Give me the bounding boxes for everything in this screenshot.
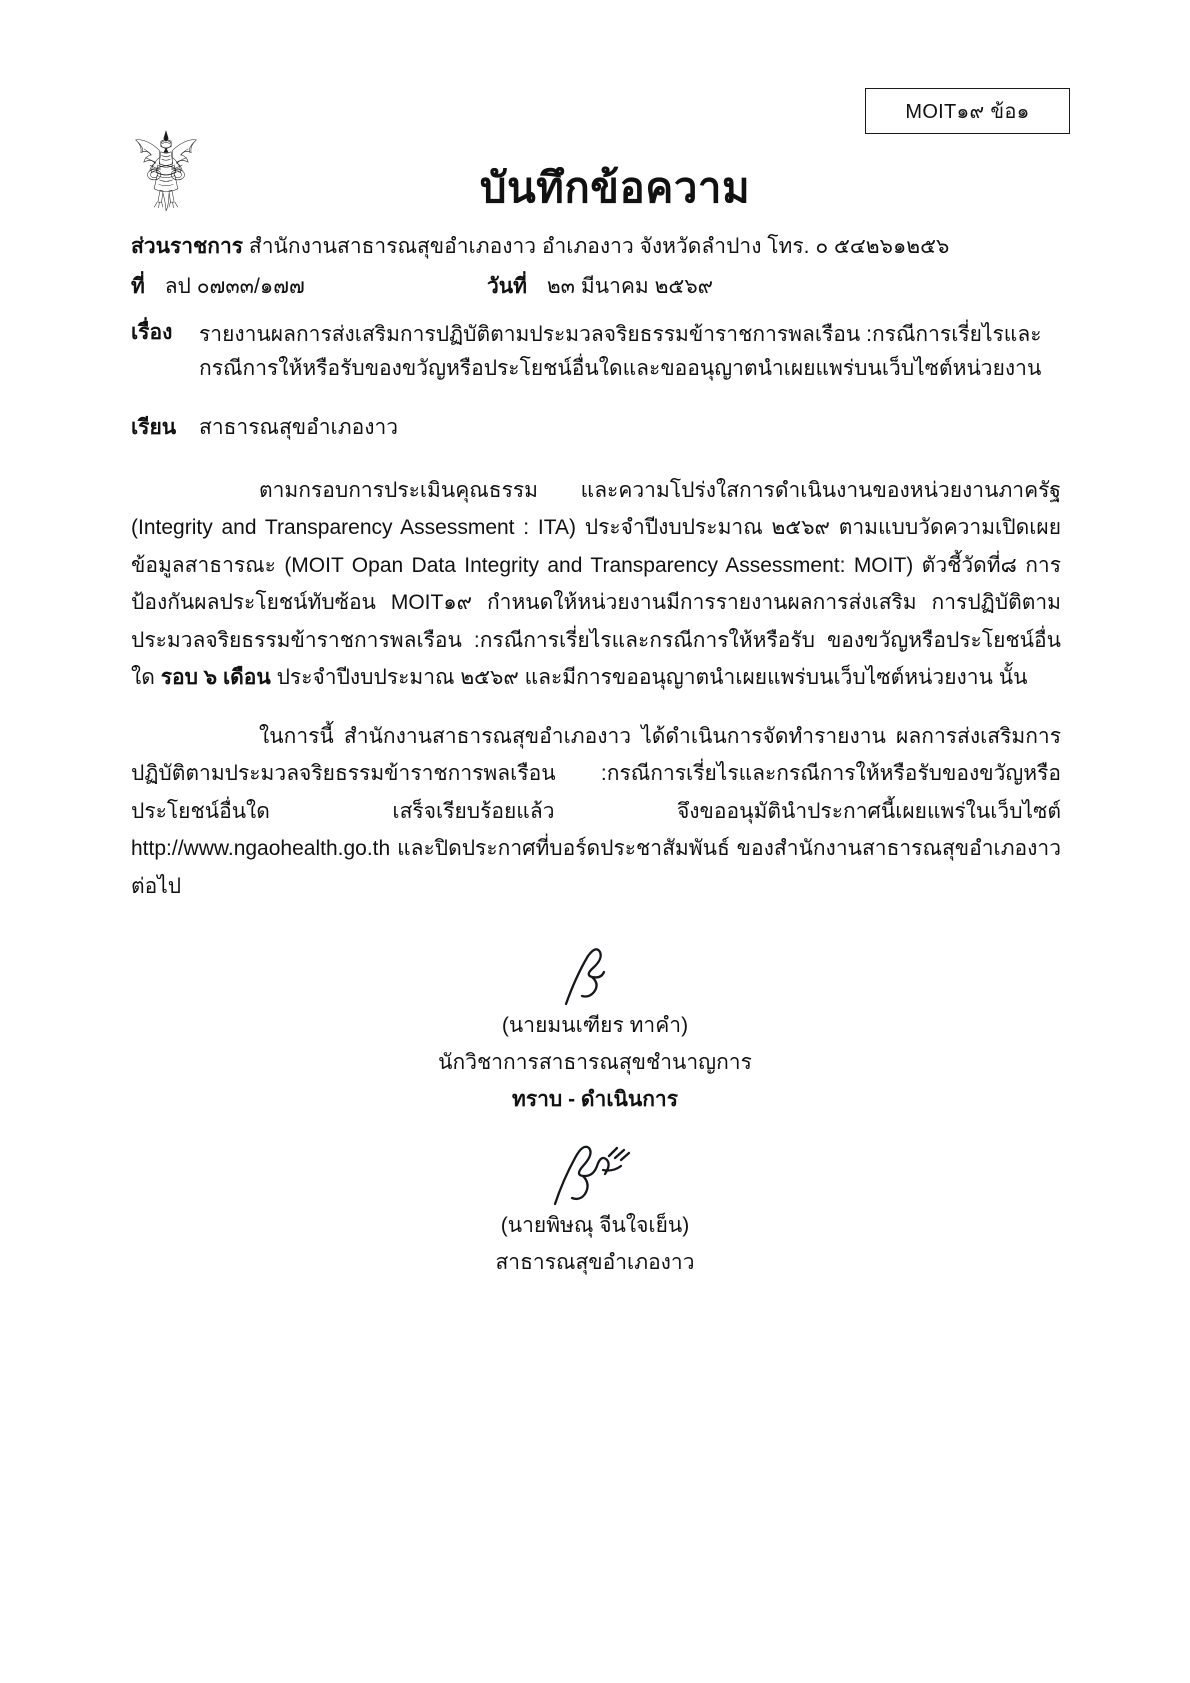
- body-paragraph-1-emphasis: รอบ ๖ เดือน: [160, 665, 271, 689]
- field-agency: [131, 232, 949, 262]
- moit-stamp-text: MOIT๑๙ ข้อ๑: [905, 101, 1030, 123]
- field-date-value: ๒๓ มีนาคม ๒๕๖๙: [546, 275, 714, 298]
- field-doc-number: [131, 272, 305, 302]
- field-addressee-label: เรียน: [131, 416, 177, 439]
- body-paragraph-2-text: ในการนี้ สำนักงานสาธารณสุขอำเภองาว ได้ดำเนินการจัดทำรายงาน ผลการส่งเสริมการปฏิบัติตามประมวลจริยธรรมข้าราชการพลเรือน :กรณีการเรี่ยไรและกรณีการให้หรือรับของขวัญหรือประโยชน์อื่นใด เสร็จเรียบร้อยแล้ว จึงขออนุมัตินำประกาศนี้เผยแพร่ในเว็บไซต์ http://www.ngaohealth.go.th และปิดประกาศที่บอร์ดประชาสัมพันธ์ ของสำนักงานสาธารณสุขอำเภองาว ต่อไป: [131, 725, 1061, 898]
- field-addressee-value: สาธารณสุขอำเภองาว: [199, 416, 399, 439]
- field-addressee: [131, 413, 398, 443]
- signature-block-2: [0, 1140, 1190, 1282]
- signature-position-1: นักวิชาการสาธารณสุขชำนาญการ: [438, 1050, 752, 1074]
- body-paragraph-2: [131, 718, 1061, 905]
- signature-block-1: [0, 940, 1190, 1118]
- body-paragraph-1-part2: ประจำปีงบประมาณ ๒๕๖๙ และมีการขออนุญาตนำเผยแพร่บนเว็บไซต์หน่วยงาน นั้น: [270, 665, 1028, 689]
- field-agency-value: สำนักงานสาธารณสุขอำเภองาว อำเภองาว จังหวัดลำปาง โทร. ๐ ๕๔๒๖๑๒๕๖: [248, 235, 950, 258]
- signature-mark-montian: [0, 940, 1190, 1008]
- field-subject-label: เรื่อง: [131, 321, 173, 344]
- signature-name-1: (นายมนเฑียร ทาคำ): [501, 1014, 689, 1037]
- signature-action-1: ทราบ - ดำเนินการ: [511, 1087, 678, 1111]
- field-subject-value: รายงานผลการส่งเสริมการปฏิบัติตามประมวลจริยธรรมข้าราชการพลเรือน :กรณีการเรี่ยไรและกรณีการให้หรือรับของขวัญหรือประโยชน์อื่นใดและขออนุญาตนำเผยแพร่บนเว็บไซต์หน่วยงาน: [199, 323, 1042, 381]
- body-paragraph-1-part1: ตามกรอบการประเมินคุณธรรม และความโปร่งใสการดำเนินงานของหน่วยงานภาครัฐ (Integrity and Transparency Assessment : ITA) ประจำปีงบประมาณ ๒๕๖๙ ตามแบบวัดความเปิดเผยข้อมูลสาธารณะ (MOIT Opan Data Integrity and Transparency Assessment: MOIT) ตัวชี้วัดที่๘ การป้องกันผลประโยชน์ทับซ้อน MOIT๑๙ กำหนดให้หน่วยงานมีการรายงานผลการส่งเสริม การปฏิบัติตามประมวลจริยธรรมข้าราชการพลเรือน :กรณีการเรี่ยไรและกรณีการให้หรือรับ ของขวัญหรือประโยชน์อื่นใด: [131, 479, 1061, 689]
- body-paragraph-1: [131, 472, 1061, 696]
- signature-position-2: สาธารณสุขอำเภองาว: [495, 1250, 695, 1274]
- field-date: [487, 272, 713, 302]
- page-title: บันทึกข้อความ: [479, 164, 751, 211]
- field-date-label: วันที่: [487, 275, 527, 298]
- signature-mark-pissanu: [0, 1140, 1190, 1208]
- field-agency-label: ส่วนราชการ: [131, 235, 244, 258]
- field-subject: [131, 318, 1061, 386]
- field-doc-number-value: ลป ๐๗๓๓/๑๗๗: [164, 275, 305, 298]
- signature-name-2: (นายพิษณุ จีนใจเย็น): [500, 1214, 690, 1237]
- moit-stamp-box: [865, 88, 1070, 134]
- field-doc-number-label: ที่: [131, 275, 145, 298]
